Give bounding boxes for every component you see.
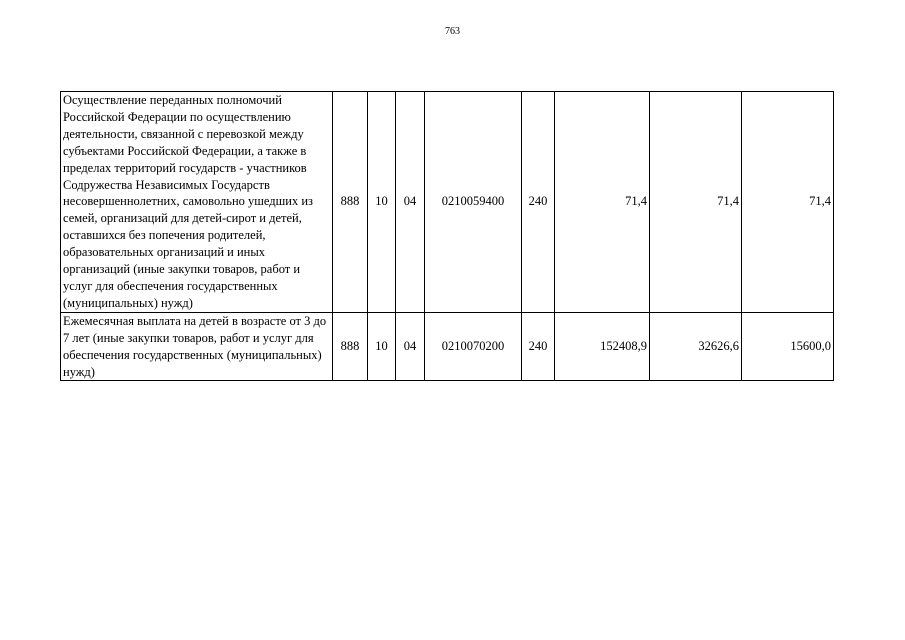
expense-type-cell: 240 [522,92,555,313]
target-article-cell: 0210059400 [425,92,522,313]
amount-year-3-cell: 71,4 [742,92,834,313]
section-code-cell: 10 [368,92,396,313]
amount-year-3-cell: 15600,0 [742,312,834,381]
amount-year-2-cell: 71,4 [650,92,742,313]
subsection-code-cell: 04 [396,92,425,313]
ministry-code-cell: 888 [333,312,368,381]
budget-table [60,91,834,381]
row-name-cell: Осуществление переданных полномочий Российской Федерации по осуществлению деятельности, связанной с перевозкой между субъектами Российской Федерации, а также в пределах территорий государств - участников Содружества Независимых Государств несовершеннолетних, самовольно ушедших из семей, организаций для детей-сирот и детей, оставшихся без попечения родителей, образовательных организаций и иных организаций (иные закупки товаров, работ и услуг для обеспечения государственных (муниципальных) нужд) [61,92,333,313]
amount-year-1-cell: 152408,9 [555,312,650,381]
ministry-code-cell: 888 [333,92,368,313]
section-code-cell: 10 [368,312,396,381]
target-article-cell: 0210070200 [425,312,522,381]
table-row [61,312,834,381]
table-row [61,92,834,313]
amount-year-1-cell: 71,4 [555,92,650,313]
subsection-code-cell: 04 [396,312,425,381]
amount-year-2-cell: 32626,6 [650,312,742,381]
row-name-cell: Ежемесячная выплата на детей в возрасте от 3 до 7 лет (иные закупки товаров, работ и услуг для обеспечения государственных (муниципальных) нужд) [61,312,333,381]
page-number: 763 [445,26,460,37]
expense-type-cell: 240 [522,312,555,381]
